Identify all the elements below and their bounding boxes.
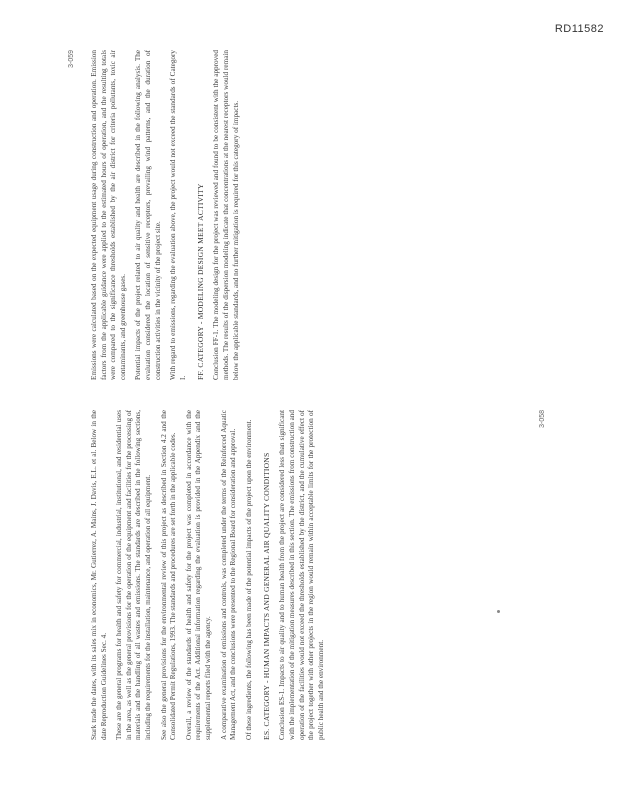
paragraph: Conclusion FF-1. The modeling design for the project was reviewed and found to be consistent with the approved methods. The results of the dispersion modeling indicate that concentrations at the nearest receptors would remain below the applicable standards, and no further mitigation is required for this category of impacts. <box>212 50 240 380</box>
paragraph: Emissions were calculated based on the expected equipment usage during construction and operation. Emission factors from the applicable guidance were applied to the estimated hours of operation, and the resulting totals were compared to the significance thresholds established by the air district for criteria pollutants, toxic air contaminants, and greenhouse gases. <box>90 50 127 380</box>
rotated-page-spread <box>68 50 546 740</box>
right-page-number: 3-059 <box>68 50 75 68</box>
paragraph: Stark trade the dates, with its sales mix in economics, Mr. Gutierrez, A. Mains, J. Davis, E.L. et al. Below in the date Reproduction Guidelines Sec. 4. <box>90 410 108 740</box>
right-page <box>68 50 540 380</box>
paragraph: With regard to emissions, regarding the evaluation above, the project would not exceed the standards of Category I. <box>169 50 187 380</box>
section-heading: FF. CATEGORY - MODELING DESIGN MEET ACTIVITY <box>196 183 206 380</box>
left-page-number: 3-058 <box>539 410 546 428</box>
paragraph: These are the general programs for health and safety for commercial, industrial, institutional, and residential uses in the area, as well as the general provisions for the operation of the equipment and facilities for the processing of materials and the handling of all wastes and emissions. The standards are described in the following sections, including the requirements for the installation, maintenance, and operation of all equipment. <box>115 410 152 740</box>
paragraph: Of these ingredients, the following has been made of the potential impacts of the project upon the environment. <box>244 419 253 740</box>
paragraph: Overall, a review of the standards of health and safety for the project was completed in accordance with the requirements of the Act. Additional information regarding the evaluation is provided in the Appendix and the supplemental reports filed with the agency. <box>184 410 212 740</box>
paragraph: A comparative examination of emissions and controls, was completed under the terms of the Reinforced Aquatic Management Act, and the conclusions were presented to the Regional Board for consideration and approval. <box>219 410 238 740</box>
paragraph: See also the general provisions for the environmental review of this project as described in Section 4.2 and the Consolidated Permit Regulations, 1993. The standards and procedures are set forth in the applicable codes. <box>159 410 178 740</box>
paragraph: Conclusion ES-1. Impacts to air quality and to human health from the project are considered less than significant with the implementation of the mitigation measures described in this section. The emissions from construction and operation of the facilities would not exceed the thresholds established by the district, and the cumulative effect of the project together with other projects in the region would remain within acceptable limits for the protection of public health and the environment. <box>278 410 325 740</box>
paragraph: Potential impacts of the project related to air quality and health are described in the following analysis. The evaluation considered the location of sensitive receptors, prevailing wind patterns, and the duration of construction activities in the vicinity of the project site. <box>134 50 162 380</box>
section-heading: ES. CATEGORY - HUMAN IMPACTS AND GENERAL AIR QUALITY CONDITIONS <box>262 452 272 740</box>
left-page <box>90 410 546 740</box>
scan-speck <box>497 610 500 613</box>
document-id: RD11582 <box>554 23 604 35</box>
